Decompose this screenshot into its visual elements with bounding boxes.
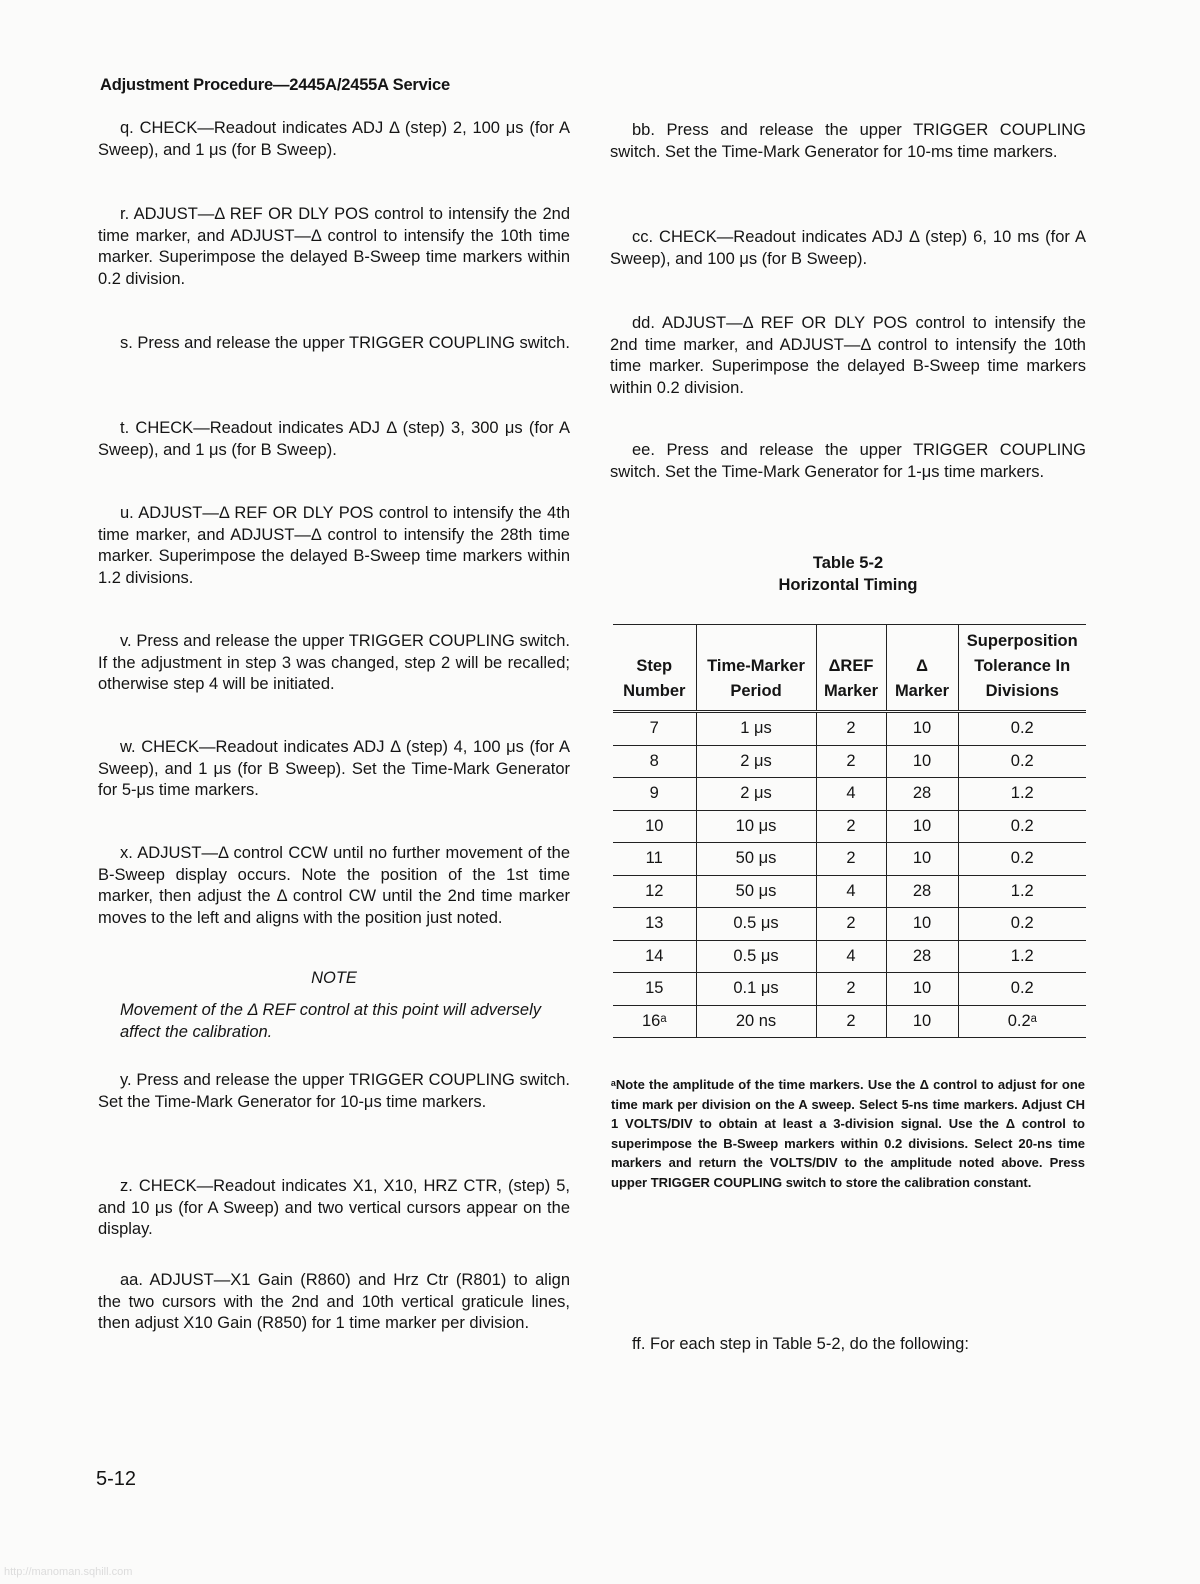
table-cell: 50 μs xyxy=(696,875,816,908)
step-ee xyxy=(610,440,1086,483)
note-heading: NOTE xyxy=(311,969,357,987)
watermark-url: http://manoman.sqhill.com xyxy=(4,1566,133,1578)
table-cell: 10 xyxy=(886,1005,958,1038)
table-row xyxy=(613,843,1086,876)
table-cell: 0.2ᵃ xyxy=(958,1005,1086,1038)
header-superposition-tolerance xyxy=(958,625,1086,712)
table-cell: 0.2 xyxy=(958,745,1086,778)
table-cell: 12 xyxy=(613,875,696,908)
table-header-row xyxy=(613,625,1086,712)
table-cell: 10 xyxy=(886,712,958,746)
table-cell: 2 xyxy=(816,908,886,941)
step-aa-text: aa. ADJUST—X1 Gain (R860) and Hrz Ctr (R801) to align the two cursors with the 2nd and 10th vertical graticule lines, then adjust X10 Gain (R850) for 1 time marker per division. xyxy=(98,1271,570,1332)
header-line: Period xyxy=(730,682,782,700)
table-cell: 1.2 xyxy=(958,875,1086,908)
step-t-text: t. CHECK—Readout indicates ADJ Δ (step) 3, 300 μs (for A Sweep), and 1 μs (for B Sweep). xyxy=(98,419,570,459)
table-caption-number: Table 5-2 xyxy=(812,554,884,572)
step-r xyxy=(98,204,570,290)
header-line: Time-Marker xyxy=(707,657,805,675)
table-cell: 4 xyxy=(816,778,886,811)
header-line: Marker xyxy=(894,682,950,700)
header-step-number xyxy=(613,625,696,712)
step-s-text: s. Press and release the upper TRIGGER COUPLING switch. xyxy=(120,334,570,352)
table-cell: 4 xyxy=(816,875,886,908)
step-ee-text: ee. Press and release the upper TRIGGER COUPLING switch. Set the Time-Mark Generator for 1-μs time markers. xyxy=(610,441,1086,481)
table-row xyxy=(613,778,1086,811)
table-cell: 2 xyxy=(816,1005,886,1038)
header-line: Tolerance In xyxy=(974,657,1071,675)
table-cell: 28 xyxy=(886,875,958,908)
table-cell: 4 xyxy=(816,940,886,973)
table-cell: 0.2 xyxy=(958,908,1086,941)
header-delta-marker xyxy=(886,625,958,712)
header-line: Marker xyxy=(823,682,879,700)
table-cell: 20 ns xyxy=(696,1005,816,1038)
table-cell: 10 xyxy=(613,810,696,843)
step-aa xyxy=(98,1270,570,1335)
step-y-text: y. Press and release the upper TRIGGER COUPLING switch. Set the Time-Mark Generator for 10-μs time markers. xyxy=(98,1071,570,1111)
page-number: 5-12 xyxy=(96,1468,137,1490)
header-line: Δ xyxy=(916,657,928,675)
table-cell: 2 xyxy=(816,712,886,746)
table-cell: 2 μs xyxy=(696,745,816,778)
step-dd-text: dd. ADJUST—Δ REF OR DLY POS control to intensify the 2nd time marker, and ADJUST—Δ control to intensify the 10th time marker. Superimpose the delayed B-Sweep time markers within 0.2 division. xyxy=(610,314,1086,397)
running-header: Adjustment Procedure—2445A/2455A Service xyxy=(100,76,450,94)
table-cell: 11 xyxy=(613,843,696,876)
table-cell: 2 xyxy=(816,745,886,778)
step-bb xyxy=(610,120,1086,163)
step-q xyxy=(98,118,570,161)
table-cell: 2 μs xyxy=(696,778,816,811)
step-cc-text: cc. CHECK—Readout indicates ADJ Δ (step) 6, 10 ms (for A Sweep), and 100 μs (for B Sweep). xyxy=(610,228,1086,268)
table-cell: 0.2 xyxy=(958,843,1086,876)
header-line: ΔREF xyxy=(828,657,874,675)
table-cell: 0.2 xyxy=(958,712,1086,746)
table-cell: 1.2 xyxy=(958,940,1086,973)
header-line: Divisions xyxy=(985,682,1059,700)
horizontal-timing-table xyxy=(613,624,1086,1038)
table-cell: 0.5 μs xyxy=(696,940,816,973)
step-z xyxy=(98,1176,570,1241)
table-footnote: ᵃNote the amplitude of the time markers. Use the Δ control to adjust for one time mark per division on the A sweep. Select 5-ns time markers. Adjust CH 1 VOLTS/DIV to obtain at least a 3-division signal. Use the Δ control to superimpose the B-Sweep markers within 0.2 divisions. Select 20-ns time markers and return the VOLTS/DIV to the amplitude noted above. Press upper TRIGGER COUPLING switch to store the calibration constant. xyxy=(611,1077,1085,1190)
step-ff xyxy=(610,1334,1086,1356)
step-u xyxy=(98,503,570,589)
table-cell: 0.2 xyxy=(958,973,1086,1006)
step-r-text: r. ADJUST—Δ REF OR DLY POS control to intensify the 2nd time marker, and ADJUST—Δ control to intensify the 10th time marker. Superimpose the delayed B-Sweep time markers within 0.2 division. xyxy=(98,205,570,288)
table-cell: 10 xyxy=(886,908,958,941)
table-cell: 8 xyxy=(613,745,696,778)
table-row xyxy=(613,875,1086,908)
table-cell: 14 xyxy=(613,940,696,973)
step-t xyxy=(98,418,570,461)
table-row xyxy=(613,940,1086,973)
step-s xyxy=(98,333,570,355)
table-cell: 15 xyxy=(613,973,696,1006)
step-z-text: z. CHECK—Readout indicates X1, X10, HRZ CTR, (step) 5, and 10 μs (for A Sweep) and two vertical cursors appear on the display. xyxy=(98,1177,570,1238)
table-cell: 2 xyxy=(816,843,886,876)
table-cell: 0.5 μs xyxy=(696,908,816,941)
header-line: Step xyxy=(636,657,673,675)
step-v xyxy=(98,631,570,696)
table-cell: 0.1 μs xyxy=(696,973,816,1006)
table-cell: 13 xyxy=(613,908,696,941)
table-row xyxy=(613,973,1086,1006)
step-w xyxy=(98,737,570,802)
table-cell: 10 μs xyxy=(696,810,816,843)
table-cell: 7 xyxy=(613,712,696,746)
table-caption-title: Horizontal Timing xyxy=(778,576,918,594)
step-u-text: u. ADJUST—Δ REF OR DLY POS control to intensify the 4th time marker, and ADJUST—Δ control to intensify the 28th time marker. Superimpose the delayed B-Sweep time markers within 1.2 divisions. xyxy=(98,504,570,587)
header-delta-ref-marker xyxy=(816,625,886,712)
step-v-text: v. Press and release the upper TRIGGER COUPLING switch. If the adjustment in step 3 was changed, step 2 will be recalled; otherwise step 4 will be initiated. xyxy=(98,632,570,693)
note-body: Movement of the Δ REF control at this point will adversely affect the calibration. xyxy=(120,1001,541,1041)
step-w-text: w. CHECK—Readout indicates ADJ Δ (step) 4, 100 μs (for A Sweep), and 1 μs (for B Sweep). Set the Time-Mark Generator for 5-μs time markers. xyxy=(98,738,570,799)
table-cell: 1 μs xyxy=(696,712,816,746)
table-row xyxy=(613,1005,1086,1038)
step-dd xyxy=(610,313,1086,399)
table-cell: 10 xyxy=(886,810,958,843)
table-row xyxy=(613,908,1086,941)
header-line: Superposition xyxy=(966,632,1078,650)
table-cell: 10 xyxy=(886,745,958,778)
table-cell: 2 xyxy=(816,973,886,1006)
table-cell: 2 xyxy=(816,810,886,843)
table-cell: 1.2 xyxy=(958,778,1086,811)
table-cell: 28 xyxy=(886,940,958,973)
step-x-text: x. ADJUST—Δ control CCW until no further movement of the B-Sweep display occurs. Note the position of the 1st time marker, then adjust the Δ control CW until the 2nd time marker moves to the left and aligns with the position just noted. xyxy=(98,844,570,927)
header-line: Number xyxy=(623,682,686,700)
table-row xyxy=(613,712,1086,746)
table-cell: 50 μs xyxy=(696,843,816,876)
table-cell: 9 xyxy=(613,778,696,811)
step-cc xyxy=(610,227,1086,270)
table-cell: 0.2 xyxy=(958,810,1086,843)
step-x xyxy=(98,843,570,929)
step-y xyxy=(98,1070,570,1113)
table-row xyxy=(613,810,1086,843)
table-cell: 10 xyxy=(886,973,958,1006)
table-cell: 16ᵃ xyxy=(613,1005,696,1038)
header-time-marker-period xyxy=(696,625,816,712)
step-ff-text: ff. For each step in Table 5-2, do the following: xyxy=(632,1335,969,1353)
table-row xyxy=(613,745,1086,778)
table-cell: 28 xyxy=(886,778,958,811)
table-cell: 10 xyxy=(886,843,958,876)
step-bb-text: bb. Press and release the upper TRIGGER COUPLING switch. Set the Time-Mark Generator for 10-ms time markers. xyxy=(610,121,1086,161)
step-q-text: q. CHECK—Readout indicates ADJ Δ (step) 2, 100 μs (for A Sweep), and 1 μs (for B Sweep). xyxy=(98,119,570,159)
